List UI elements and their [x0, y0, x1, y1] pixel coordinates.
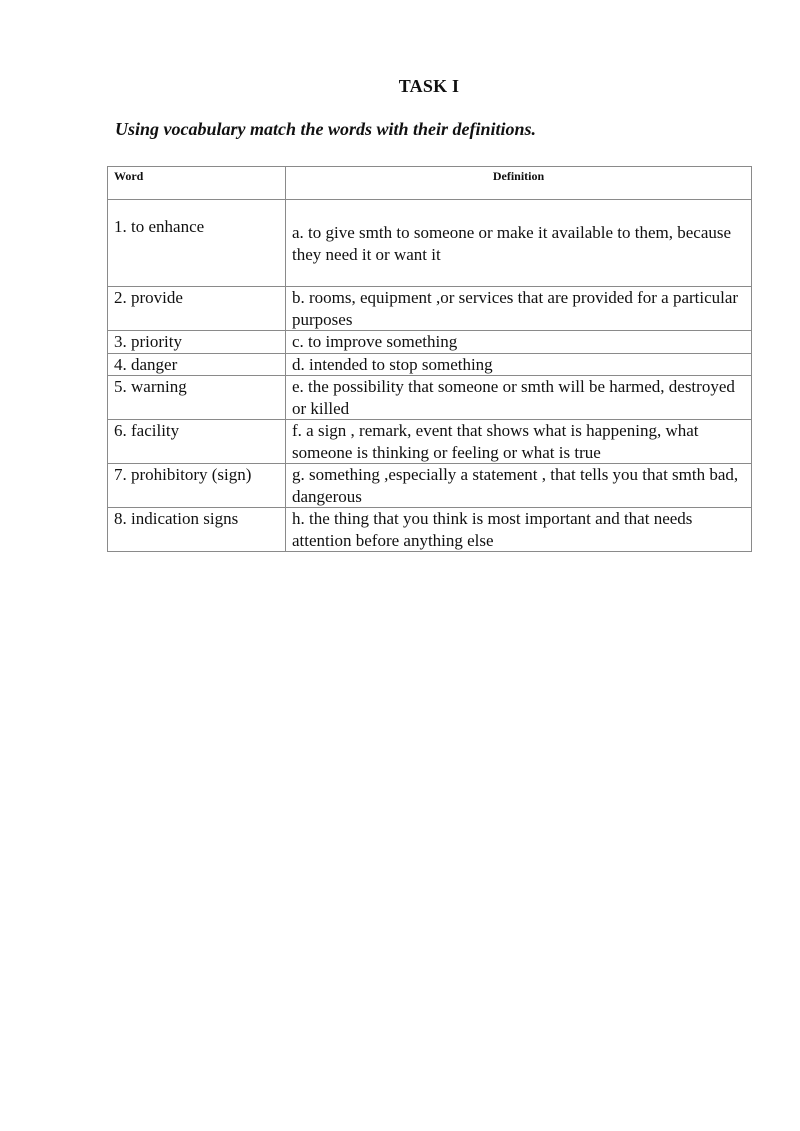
task-title: TASK I	[398, 76, 460, 96]
word-column-header: Word	[108, 167, 286, 200]
word-cell: 6. facility	[108, 420, 286, 464]
word-cell: 3. priority	[108, 331, 286, 354]
definition-column-header: Definition	[286, 167, 752, 200]
word-cell: 1. to enhance	[108, 200, 286, 287]
definition-cell: b. rooms, equipment ,or services that are provided for a particular purposes	[286, 287, 752, 331]
instructions-text: Using vocabulary match the words with their definitions.	[115, 119, 537, 139]
table-header-row	[108, 167, 752, 200]
word-cell: 7. prohibitory (sign)	[108, 464, 286, 508]
table-row	[108, 353, 752, 376]
definition-cell: a. to give smth to someone or make it available to them, because they need it or want it	[286, 200, 752, 287]
table-row	[108, 420, 752, 464]
table-row	[108, 287, 752, 331]
word-cell: 4. danger	[108, 353, 286, 376]
word-cell: 2. provide	[108, 287, 286, 331]
definition-cell: g. something ,especially a statement , that tells you that smth bad, dangerous	[286, 464, 752, 508]
word-cell: 8. indication signs	[108, 508, 286, 552]
word-cell: 5. warning	[108, 376, 286, 420]
definition-cell: c. to improve something	[286, 331, 752, 354]
definition-cell: f. a sign , remark, event that shows what is happening, what someone is thinking or feeling or what is true	[286, 420, 752, 464]
definition-cell: d. intended to stop something	[286, 353, 752, 376]
table-row	[108, 508, 752, 552]
table-row	[108, 464, 752, 508]
table-row	[108, 200, 752, 287]
table-row	[108, 331, 752, 354]
table-row	[108, 376, 752, 420]
definition-cell: e. the possibility that someone or smth will be harmed, destroyed or killed	[286, 376, 752, 420]
vocabulary-table	[107, 166, 752, 552]
definition-cell: h. the thing that you think is most important and that needs attention before anything else	[286, 508, 752, 552]
